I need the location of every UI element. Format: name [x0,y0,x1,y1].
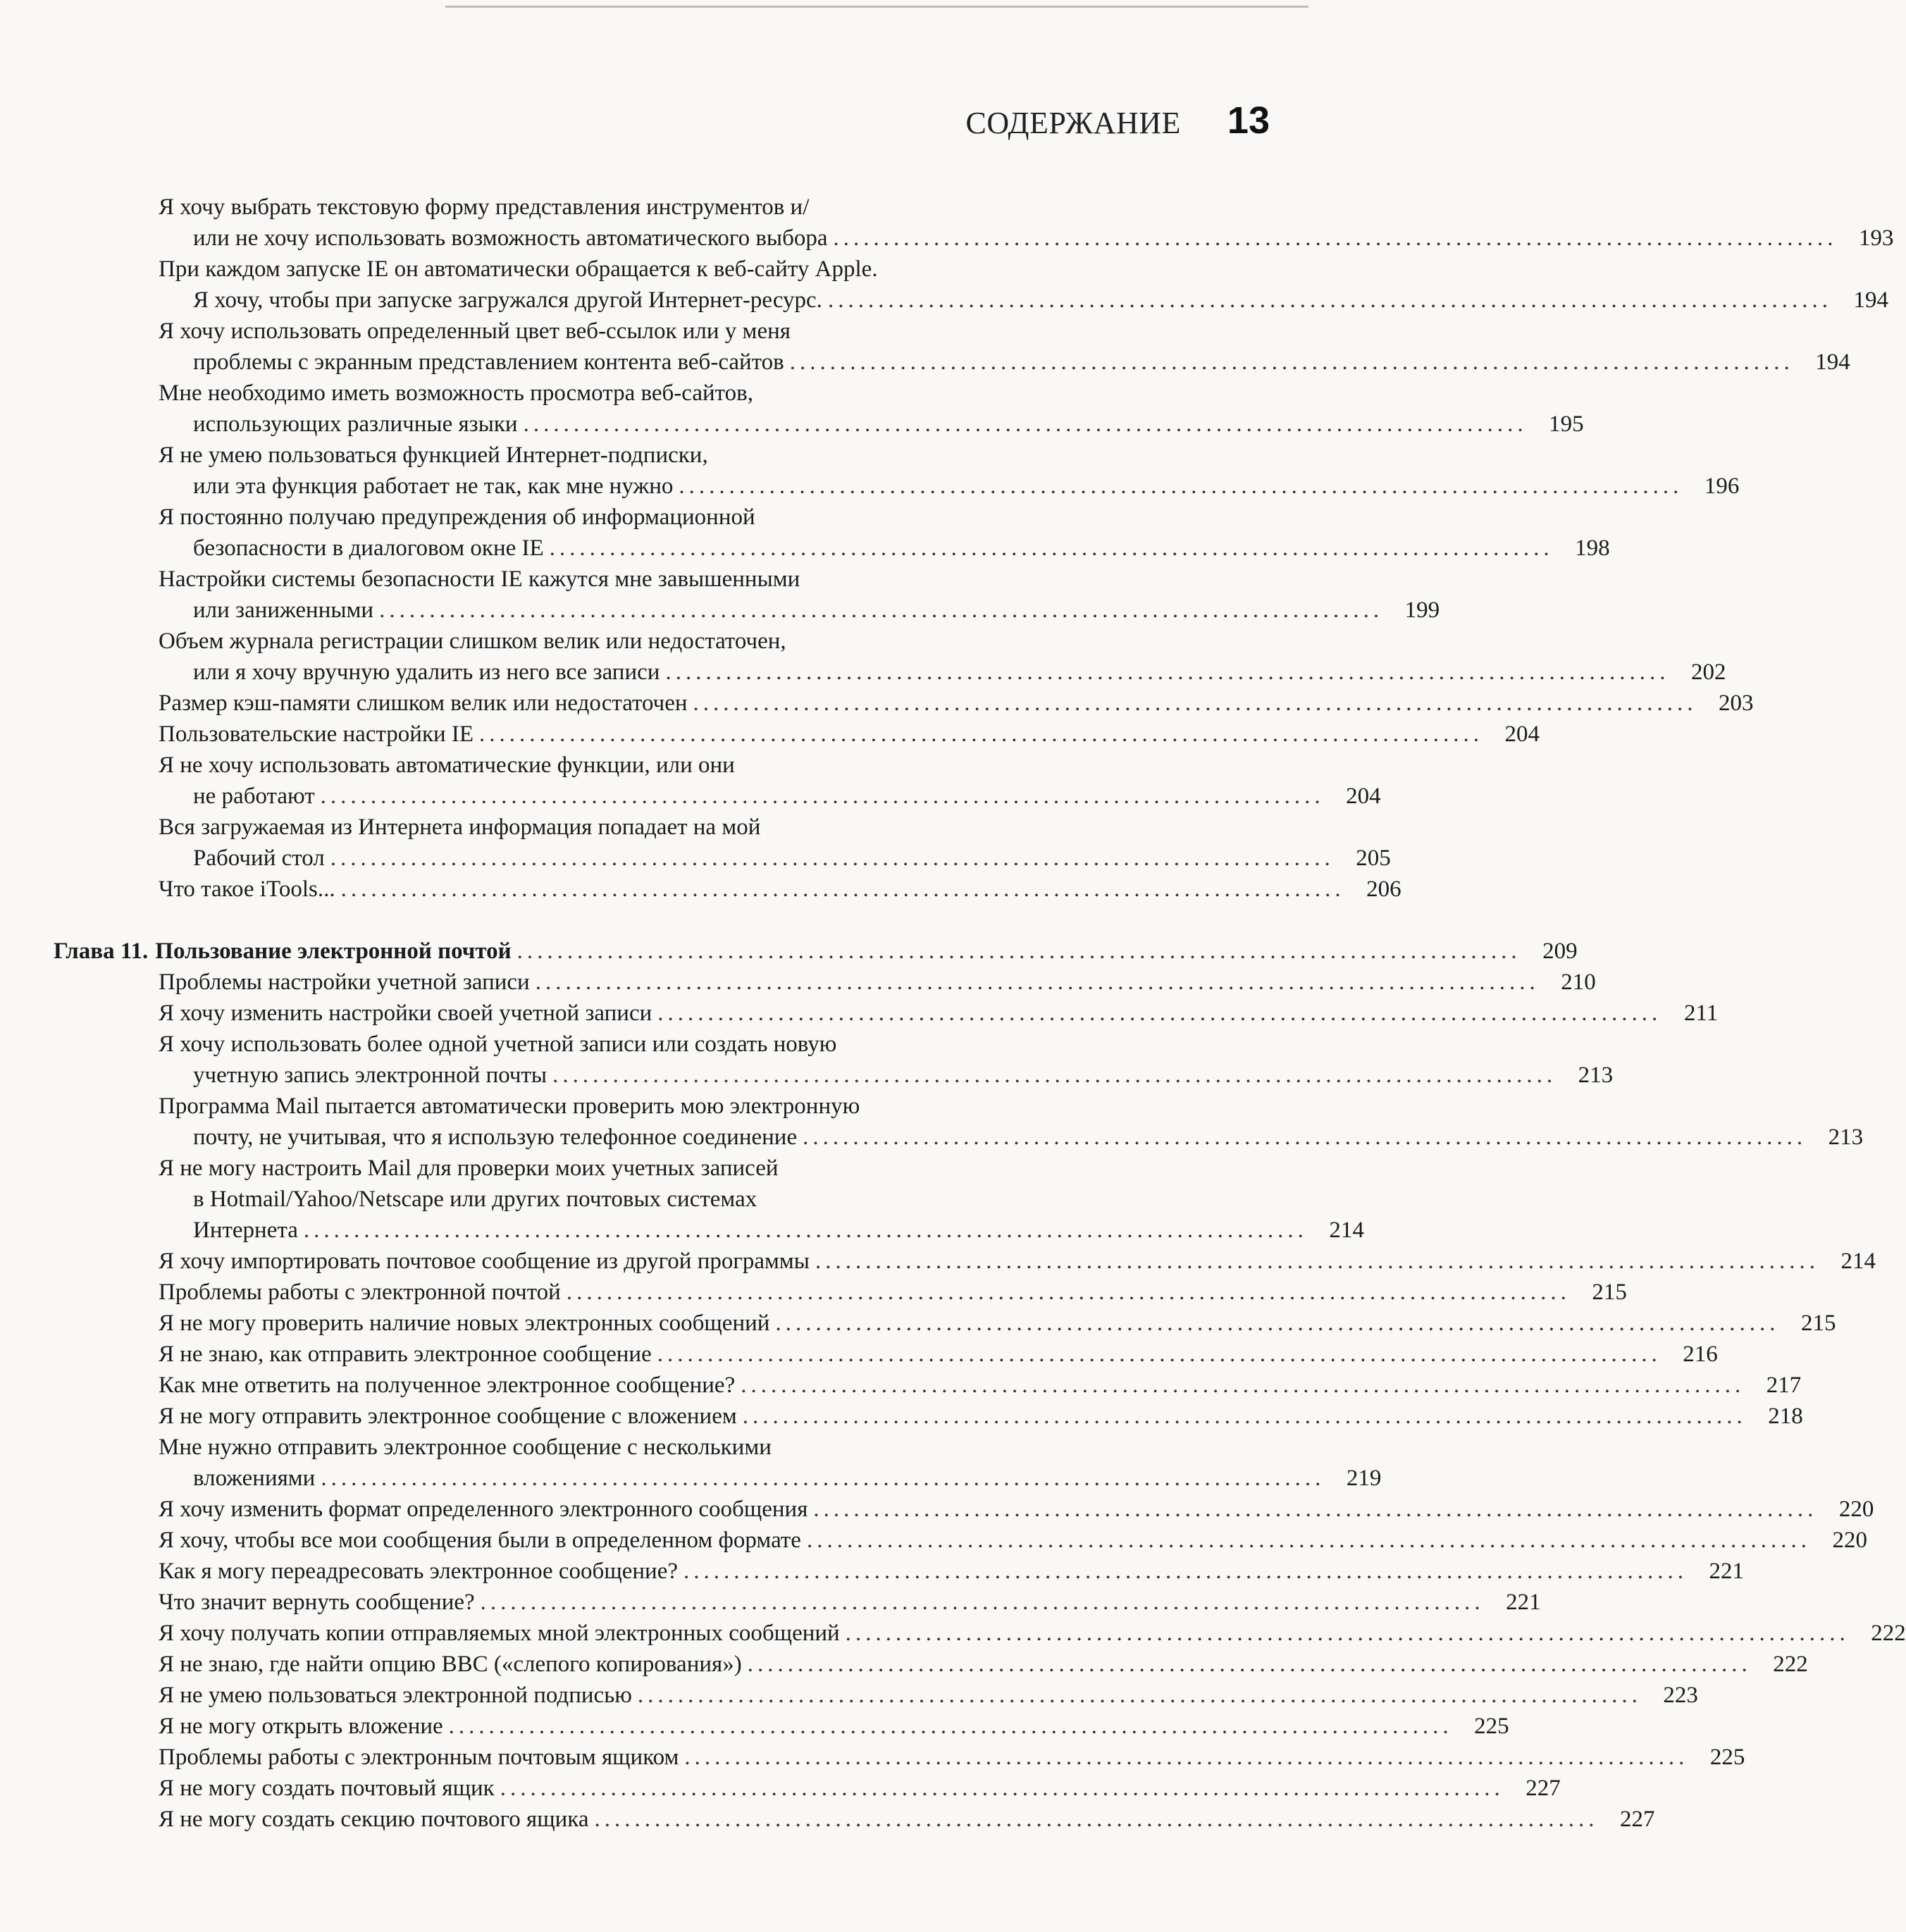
chapter-label: Глава 11. [54,939,149,964]
dot-leader: .................................................................................................... [637,1683,1642,1708]
toc-page-number: 204 [1346,784,1381,809]
toc-entry-text: Я хочу импортировать почтовое сообщение из другой программы [159,1249,810,1274]
toc-page-number: 217 [1766,1373,1802,1398]
dot-leader: .................................................................................................... [594,1807,1599,1832]
toc-entry-text: Рабочий стол [193,846,325,871]
toc-entry-line [159,378,1158,409]
toc-entry [159,1680,1698,1711]
toc-entry-text: Я постоянно получаю предупреждения об информационной [159,504,755,530]
toc-entry-text: безопасности в диалоговом окне IE [193,535,544,561]
chapter-heading [54,936,1578,967]
toc-entry-text: Проблемы настройки учетной записи [159,970,530,995]
toc-page-number: 227 [1619,1807,1655,1832]
toc-entry-text: Я хочу выбрать текстовую форму представления инструментов и/ [159,194,810,220]
toc-page-number: 202 [1690,660,1726,685]
toc-entry-text: При каждом запуске IE он автоматически обращается к веб-сайту Apple. [159,256,878,282]
toc-page-number: 225 [1474,1714,1509,1739]
toc-page-number: 213 [1828,1125,1864,1150]
dot-leader: .................................................................................................... [693,691,1697,716]
toc-entry-text: Проблемы работы с электронным почтовым ящиком [159,1745,679,1770]
toc-entry-text: Я хочу, чтобы все мои сообщения были в определенном формате [159,1528,801,1553]
toc-entry-line [159,564,1158,595]
toc-entry-line [159,1432,1158,1463]
toc-entry-line [159,1246,1876,1277]
toc-entry [159,1773,1561,1804]
dot-leader: .................................................................................................... [845,1621,1850,1646]
table-of-contents [54,192,1906,1835]
toc-page-number: 214 [1840,1249,1876,1274]
toc-entry-line [159,657,1726,688]
dot-leader: .................................................................................................... [665,660,1670,685]
toc-entry [159,1370,1802,1401]
toc-entry-line [159,595,1440,626]
toc-entry-text: Я не могу настроить Mail для проверки моих учетных записей [159,1156,779,1181]
toc-entry-line [159,626,1158,657]
toc-entry-line [159,812,1158,843]
toc-entry-line [159,1339,1718,1370]
toc-entry [159,502,1610,564]
toc-entry-text: Я хочу использовать определенный цвет веб-ссылок или у меня [159,318,791,344]
toc-entry-text: Я хочу изменить настройки своей учетной записи [159,1001,652,1026]
toc-entry-line [159,874,1401,905]
dot-leader: .................................................................................................... [340,877,1345,902]
dot-leader: .................................................................................................... [803,1125,1807,1150]
chapter-page-number: 209 [1542,939,1578,964]
toc-entry-line [159,1029,1158,1060]
toc-entry-text: Мне необходимо иметь возможность просмотра веб-сайтов, [159,380,753,406]
toc-entry [159,812,1391,874]
dot-leader: .................................................................................................... [321,1466,1325,1491]
toc-page-number: 225 [1709,1745,1745,1770]
toc-entry-text: Я не знаю, как отправить электронное сообщение [159,1342,652,1367]
dot-leader: .................................................................................................... [448,1714,1453,1739]
toc-entry [159,874,1401,905]
toc-entry-text: вложениями [193,1466,316,1491]
toc-entry-line [159,1308,1836,1339]
dot-leader: .................................................................................................... [813,1497,1818,1522]
dot-leader: .................................................................................................... [379,597,1384,623]
toc-entry-line [159,347,1850,378]
toc-entry-text: или заниженными [193,597,374,623]
dot-leader: .................................................................................................... [827,287,1832,313]
dot-leader: .................................................................................................... [775,1311,1780,1336]
toc-entry-line [159,843,1391,874]
toc-entry-text: или эта функция работает не так, как мне нужно [193,473,674,499]
dot-leader: .................................................................................................... [742,1404,1747,1429]
toc-page-number: 194 [1853,287,1888,313]
toc-entry-text: Что такое iTools... [159,877,335,902]
toc-entry-line [159,1153,1158,1184]
toc-entry [159,1153,1364,1246]
toc-entry-text: Я не могу создать секцию почтового ящика [159,1807,589,1832]
toc-page-number: 211 [1683,1001,1719,1026]
toc-page-number: 210 [1561,970,1596,995]
toc-entry-text: Объем журнала регистрации слишком велик или недостаточен, [159,628,786,654]
toc-page-number: 222 [1871,1621,1906,1646]
toc-entry-text: Я не могу проверить наличие новых электронных сообщений [159,1311,770,1336]
toc-entry [159,1804,1655,1835]
running-head [966,99,1270,142]
toc-entry [159,1277,1627,1308]
toc-entry-line [159,781,1381,812]
toc-entry-text: Я не знаю, где найти опцию BBC («слепого копирования») [159,1652,742,1677]
toc-entry [159,1308,1836,1339]
toc-entry-text: Мне нужно отправить электронное сообщение с несколькими [159,1435,772,1460]
dot-leader: .................................................................................................... [684,1745,1689,1770]
toc-entry [159,688,1754,719]
toc-entry-text: Как я могу переадресовать электронное сообщение? [159,1559,679,1584]
toc-entry-text: Как мне ответить на полученное электронное сообщение? [159,1373,736,1398]
toc-entry-text: использующих различные языки [193,411,518,437]
toc-entry [159,440,1740,502]
toc-entry-line [159,1618,1906,1649]
toc-entry-text: в Hotmail/Yahoo/Netscape или других почтовых системах [193,1187,757,1212]
toc-entry [159,750,1381,812]
dot-leader: .................................................................................................... [303,1218,1308,1243]
toc-entry-text: Я хочу использовать более одной учетной записи или создать новую [159,1032,837,1057]
toc-entry [159,626,1726,688]
toc-entry [159,1029,1614,1091]
toc-entry [159,378,1584,440]
dot-leader: .................................................................................................... [806,1528,1811,1553]
toc-page-number: 204 [1504,722,1540,747]
toc-page-number: 205 [1356,846,1391,871]
toc-entry-text: Я не могу открыть вложение [159,1714,443,1739]
toc-entry-line [159,1680,1698,1711]
toc-page-number: 214 [1329,1218,1364,1243]
toc-entry-text: Программа Mail пытается автоматически проверить мою электронную [159,1094,860,1119]
toc-entry-text: Интернета [193,1218,298,1243]
toc-entry [159,1649,1808,1680]
toc-page-number: 199 [1404,597,1440,623]
toc-page-number: 221 [1506,1590,1541,1615]
toc-entry-line [159,1773,1561,1804]
dot-leader: .................................................................................................... [566,1280,1571,1305]
toc-entry-text: Проблемы работы с электронной почтой [159,1280,561,1305]
page-number: 13 [1227,99,1270,142]
toc-page-number: 222 [1773,1652,1808,1677]
toc-entry [159,254,1888,316]
toc-entry [159,1401,1803,1432]
toc-entry-line [159,1370,1802,1401]
toc-entry-line [159,254,1158,285]
toc-page-number: 196 [1704,473,1740,499]
toc-entry-line [159,316,1158,347]
dot-leader: .................................................................................................... [815,1249,1819,1274]
dot-leader: .................................................................................................... [330,846,1335,871]
toc-page-number: 220 [1838,1497,1874,1522]
toc-entry-line [159,1091,1158,1122]
toc-entry-line [159,1556,1745,1587]
dot-leader: .................................................................................................... [747,1652,1752,1677]
toc-entry [159,1339,1718,1370]
toc-page-number: 193 [1859,225,1894,251]
toc-entry-text: Я хочу, чтобы при запуске загружался другой Интернет-ресурс. [193,287,822,313]
dot-leader: .................................................................................................... [480,1590,1485,1615]
toc-entry-text: Вся загружаемая из Интернета информация попадает на мой [159,815,761,840]
toc-page-number: 194 [1815,349,1850,375]
toc-page-number: 215 [1800,1311,1836,1336]
dot-leader: .................................................................................................... [320,784,1325,809]
toc-entry-line [159,533,1610,564]
toc-entry-line [159,502,1158,533]
toc-entry-text: или я хочу вручную удалить из него все записи [193,660,660,685]
toc-entry-line [159,688,1754,719]
dot-leader: .................................................................................................... [679,473,1683,499]
dot-leader: .................................................................................................... [833,225,1838,251]
toc-entry-line [159,409,1584,440]
top-rule [445,6,1308,8]
toc-page-number: 198 [1575,535,1610,561]
dot-leader: .................................................................................................... [516,939,1521,964]
toc-entry [159,316,1850,378]
toc-entry [159,192,1894,254]
toc-page-number: 206 [1366,877,1401,902]
toc-entry-text: Я не умею пользоваться функцией Интернет-подписки, [159,442,708,468]
dot-leader: .................................................................................................... [789,349,1794,375]
toc-entry-text: Я не хочу использовать автоматические функции, или они [159,753,735,778]
dot-leader: .................................................................................................... [657,1001,1662,1026]
dot-leader: .................................................................................................... [552,1063,1557,1088]
toc-entry [159,1494,1874,1525]
toc-entry [159,1091,1864,1153]
toc-entry-line [159,1711,1509,1742]
toc-entry-line [159,1587,1541,1618]
toc-entry-text: Что значит вернуть сообщение? [159,1590,475,1615]
toc-entry-line [159,1742,1745,1773]
running-title: СОДЕРЖАНИЕ [965,106,1181,140]
toc-entry-line [159,1401,1803,1432]
toc-entry-text: Размер кэш-памяти слишком велик или недостаточен [159,691,688,716]
toc-entry-line [159,1494,1874,1525]
toc-entry-line [159,1277,1627,1308]
toc-entry [159,564,1440,626]
toc-entry-line [159,1649,1808,1680]
toc-entry-line [159,1463,1382,1494]
toc-entry-line [159,1215,1364,1246]
toc-entry-line [159,998,1719,1029]
toc-entry [159,1432,1382,1494]
toc-entry-line [159,285,1888,316]
toc-entry-text: учетную запись электронной почты [193,1063,547,1088]
toc-entry-text: Я не могу создать почтовый ящик [159,1776,495,1801]
toc-entry [159,967,1596,998]
toc-entry-line [159,471,1740,502]
toc-entry-line [159,967,1596,998]
toc-entry-text: проблемы с экранным представлением контента веб-сайтов [193,349,784,375]
toc-entry [159,1618,1906,1649]
toc-entry-text: Я хочу получать копии отправляемых мной электронных сообщений [159,1621,840,1646]
chapter-title: Пользование электронной почтой [155,939,512,964]
toc-page-number: 223 [1663,1683,1698,1708]
toc-page-number: 216 [1683,1342,1718,1367]
toc-page-number: 218 [1768,1404,1803,1429]
dot-leader: .................................................................................................... [549,535,1554,561]
dot-leader: .................................................................................................... [535,970,1540,995]
toc-page-number: 213 [1578,1063,1614,1088]
toc-entry [159,1711,1509,1742]
toc-entry-line [159,192,1158,223]
toc-page-number: 203 [1719,691,1754,716]
toc-entry-text: почту, не учитывая, что я использую телефонное соединение [193,1125,798,1150]
toc-entry-line [159,719,1540,750]
toc-entry-text: не работают [193,784,315,809]
dot-leader: .................................................................................................... [523,411,1528,437]
toc-page-number: 215 [1592,1280,1627,1305]
toc-entry-line [159,1525,1867,1556]
toc-entry [159,1246,1876,1277]
toc-entry-line [159,223,1894,254]
toc-entry-line [159,440,1158,471]
toc-entry [159,719,1540,750]
toc-entry [159,1587,1541,1618]
toc-page-number: 221 [1709,1559,1745,1584]
toc-entry-line [159,1184,1158,1215]
dot-leader: .................................................................................................... [479,722,1484,747]
toc-page-number: 220 [1832,1528,1867,1553]
toc-page-number: 227 [1526,1776,1561,1801]
dot-leader: .................................................................................................... [683,1559,1688,1584]
toc-entry-line [159,1060,1614,1091]
toc-entry-text: Я не умею пользоваться электронной подписью [159,1683,632,1708]
toc-entry [159,1556,1745,1587]
toc-entry-text: или не хочу использовать возможность автоматического выбора [193,225,828,251]
dot-leader: .................................................................................................... [657,1342,1661,1367]
toc-entry-text: Я хочу изменить формат определенного электронного сообщения [159,1497,808,1522]
toc-entry [159,998,1719,1029]
toc-entry-line [159,1122,1864,1153]
toc-entry-text: Настройки системы безопасности IE кажутся мне завышенными [159,566,800,592]
toc-entry-text: Я не могу отправить электронное сообщение с вложением [159,1404,737,1429]
toc-entry-line [159,1804,1655,1835]
dot-leader: .................................................................................................... [500,1776,1504,1801]
toc-page-number: 195 [1549,411,1584,437]
toc-page-number: 219 [1346,1466,1382,1491]
toc-entry [159,1525,1867,1556]
toc-entry-line [159,750,1158,781]
toc-entry-text: Пользовательские настройки IE [159,722,474,747]
toc-entry [159,1742,1745,1773]
dot-leader: .................................................................................................... [741,1373,1745,1398]
